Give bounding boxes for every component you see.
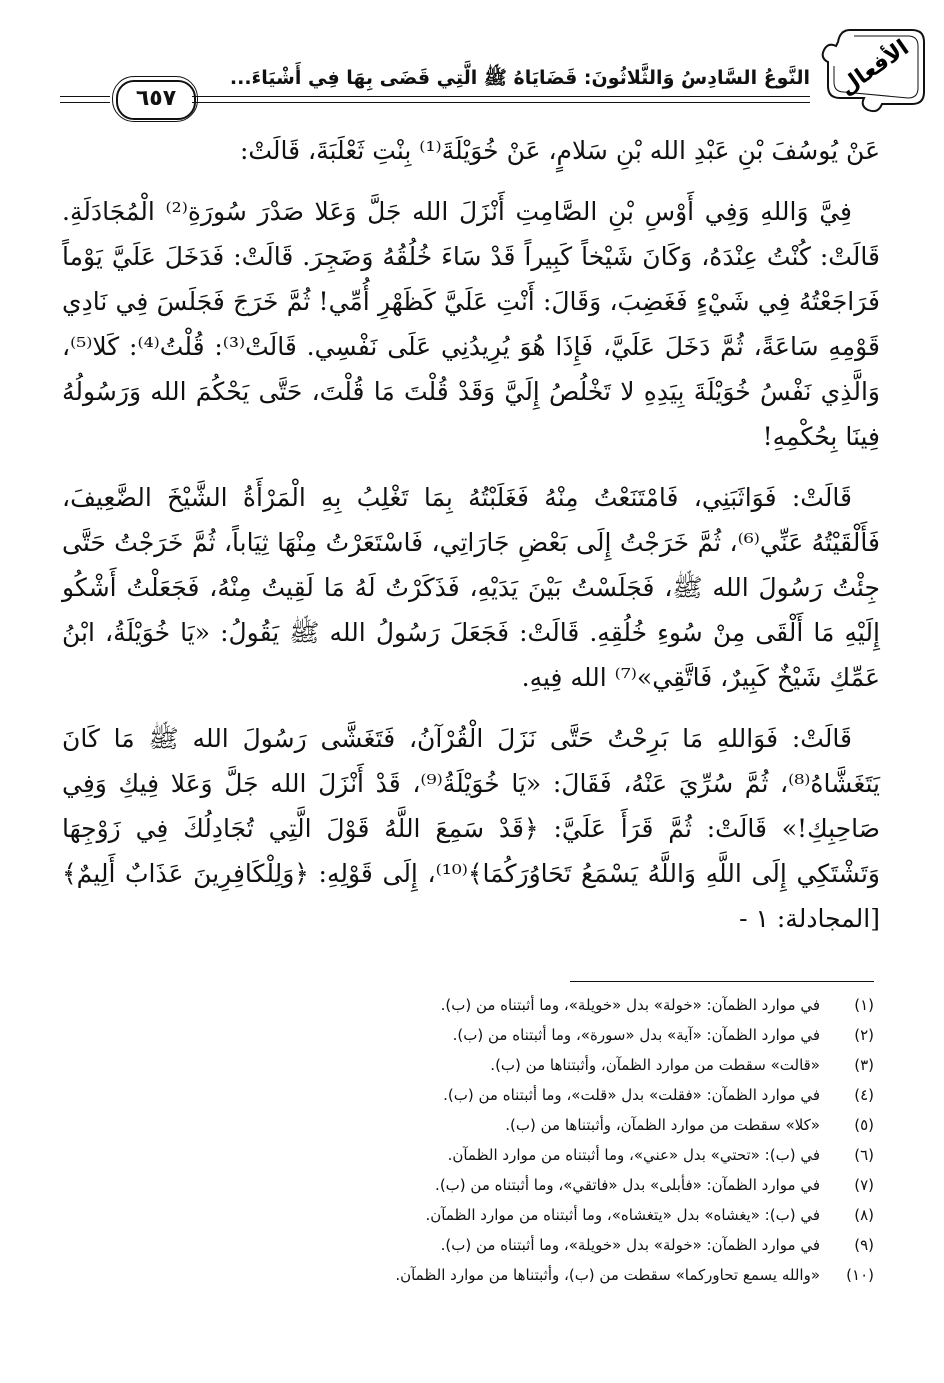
- header-rule: [60, 96, 110, 97]
- footnote: [62, 1110, 874, 1140]
- footnote: [62, 990, 874, 1020]
- header-rule: [192, 96, 810, 97]
- page-title: النَّوعُ السَّادِسُ وَالثَّلاثُونَ: قَضَايَاهُ ﷺ الَّتِي قَضَى بِهَا فِي أَشْيَاءَ...: [229, 67, 810, 89]
- page-header: [60, 22, 930, 127]
- footnote-number: (٥): [854, 1116, 874, 1134]
- footnote-number: (٦): [854, 1146, 874, 1164]
- footnote-number: (٣): [854, 1056, 874, 1074]
- footnote: [62, 1230, 874, 1260]
- footnote-number: (٩): [854, 1236, 874, 1254]
- paragraph: قَالَتْ: فَوَاثَبَنِي، فَامْتَنَعْتُ مِنْهُ فَغَلَبْتُهُ بِمَا تَغْلِبُ بِهِ الْمَرْأَةُ الشَّيْخَ الضَّعِيفَ، فَأَلْقَيْتُهُ عَنِّي⁽⁶⁾، ثُمَّ خَرَجْتُ إِلَى بَعْضِ جَارَاتِي، فَاسْتَعَرْتُ مِنْهَا ثِيَاباً، ثُمَّ خَرَجْتُ حَتَّى جِئْتُ رَسُولَ الله ﷺ، فَجَلَسْتُ بَيْنَ يَدَيْهِ، فَذَكَرْتُ لَهُ مَا لَقِيتُ مِنْهُ، فَجَعَلْتُ أَشْكُو إِلَيْهِ مَا أَلْقَى مِنْ سُوءِ خُلُقِهِ. قَالَتْ: فَجَعَلَ رَسُولُ الله ﷺ يَقُولُ: «يَا خُوَيْلَةُ، ابْنُ عَمِّكِ شَيْخٌ كَبِيرٌ، فَاتَّقِي»⁽⁷⁾ الله فِيهِ.: [62, 483, 880, 692]
- footnote: [62, 1020, 874, 1050]
- footnotes: [62, 990, 874, 1290]
- footnote-text: في (ب): «يغشاه» بدل «يتغشاه»، وما أثبتناه من موارد الظمآن.: [425, 1206, 820, 1224]
- footnote-text: في موارد الظمآن: «فقلت» بدل «قلت»، وما أثبتناه من (ب).: [443, 1086, 820, 1104]
- page-number: ٦٥٧: [116, 80, 196, 120]
- paragraph: فِيَّ وَاللهِ وَفِي أَوْسِ بْنِ الصَّامِتِ أَنْزَلَ الله جَلَّ وَعَلا صَدْرَ سُورَةِ⁽²⁾ الْمُجَادَلَةِ. قَالَتْ: كُنْتُ عِنْدَهُ، وَكَانَ شَيْخاً كَبِيراً قَدْ سَاءَ خُلُقُهُ وَضَجِرَ. قَالَتْ: فَدَخَلَ عَلَيَّ يَوْماً فَرَاجَعْتُهُ فِي شَيْءٍ فَغَضِبَ، وَقَالَ: أَنْتِ عَلَيَّ كَظَهْرِ أُمِّي! ثُمَّ خَرَجَ فَجَلَسَ فِي نَادِي قَوْمِهِ سَاعَةً، ثُمَّ دَخَلَ عَلَيَّ، فَإِذَا هُوَ يُرِيدُنِي عَلَى نَفْسِي. قَالَتْ⁽³⁾: قُلْتُ⁽⁴⁾: كَلا⁽⁵⁾، وَالَّذِي نَفْسُ خُوَيْلَةَ بِيَدِهِ لا تَخْلُصُ إِلَيَّ وَقَدْ قُلْتَ مَا قُلْتَ، حَتَّى يَحْكُمَ الله وَرَسُولُهُ فِينَا بِحُكْمِهِ!: [62, 197, 881, 451]
- footnote-text: في موارد الظمآن: «خولة» بدل «خويلة»، وما أثبتناه من (ب).: [440, 996, 820, 1014]
- footnote: [62, 1050, 874, 1080]
- chapter-badge-icon: [820, 22, 930, 117]
- footnote: [62, 1170, 874, 1200]
- header-rule: [60, 102, 110, 103]
- footnote-number: (٢): [854, 1026, 874, 1044]
- footnote: [62, 1260, 874, 1290]
- main-text: [62, 128, 880, 941]
- footnote-number: (٧): [854, 1176, 874, 1194]
- footnote: [62, 1140, 874, 1170]
- footnote-number: (١٠): [846, 1266, 874, 1284]
- footnote-divider: [570, 981, 874, 982]
- footnote-number: (١): [854, 996, 874, 1014]
- footnote: [62, 1200, 874, 1230]
- paragraph: قَالَتْ: فَوَاللهِ مَا بَرِحْتُ حَتَّى نَزَلَ الْقُرْآنُ، فَتَغَشَّى رَسُولَ الله ﷺ مَا كَانَ يَتَغَشَّاهُ⁽⁸⁾، ثُمَّ سُرِّيَ عَنْهُ، فَقَالَ: «يَا خُوَيْلَةُ⁽⁹⁾، قَدْ أَنْزَلَ الله جَلَّ وَعَلا فِيكِ وَفِي صَاحِبِكِ!» قَالَتْ: ثُمَّ قَرَأَ عَلَيَّ: ﴿قَدْ سَمِعَ اللَّهُ قَوْلَ الَّتِي تُجَادِلُكَ فِي زَوْجِهَا وَتَشْتَكِي إِلَى اللَّهِ وَاللَّهُ يَسْمَعُ تَحَاوُرَكُمَا﴾⁽¹⁰⁾، إِلَى قَوْلِهِ: ﴿وَلِلْكَافِرِينَ عَذَابٌ أَلِيمٌ﴾ [المجادلة: ١ -: [62, 724, 881, 933]
- footnote-number: (٤): [854, 1086, 874, 1104]
- header-rule: [192, 102, 810, 103]
- footnote-text: «والله يسمع تحاوركما» سقطت من (ب)، وأثبتناها من موارد الظمآن.: [395, 1266, 820, 1284]
- footnote-text: في موارد الظمآن: «فأبلى» بدل «فاتقي»، وما أثبتناه من (ب).: [435, 1176, 820, 1194]
- footnote-text: «قالت» سقطت من موارد الظمآن، وأثبتناها من (ب).: [490, 1056, 820, 1074]
- footnote-text: في موارد الظمآن: «خولة» بدل «خويلة»، وما أثبتناه من (ب).: [440, 1236, 820, 1254]
- paragraph: عَنْ يُوسُفَ بْنِ عَبْدِ الله بْنِ سَلامٍ، عَنْ خُوَيْلَةَ⁽¹⁾ بِنْتِ ثَعْلَبَةَ، قَالَتْ:: [239, 136, 880, 165]
- footnote-text: في موارد الظمآن: «آية» بدل «سورة»، وما أثبتناه من (ب).: [452, 1026, 820, 1044]
- footnote-text: «كلا» سقطت من موارد الظمآن، وأثبتناها من (ب).: [505, 1116, 820, 1134]
- badge-label: الأفعال: [835, 35, 914, 101]
- footnote: [62, 1080, 874, 1110]
- footnote-number: (٨): [854, 1206, 874, 1224]
- footnote-text: في (ب): «تحتي» بدل «عني»، وما أثبتناه من موارد الظمآن.: [447, 1146, 820, 1164]
